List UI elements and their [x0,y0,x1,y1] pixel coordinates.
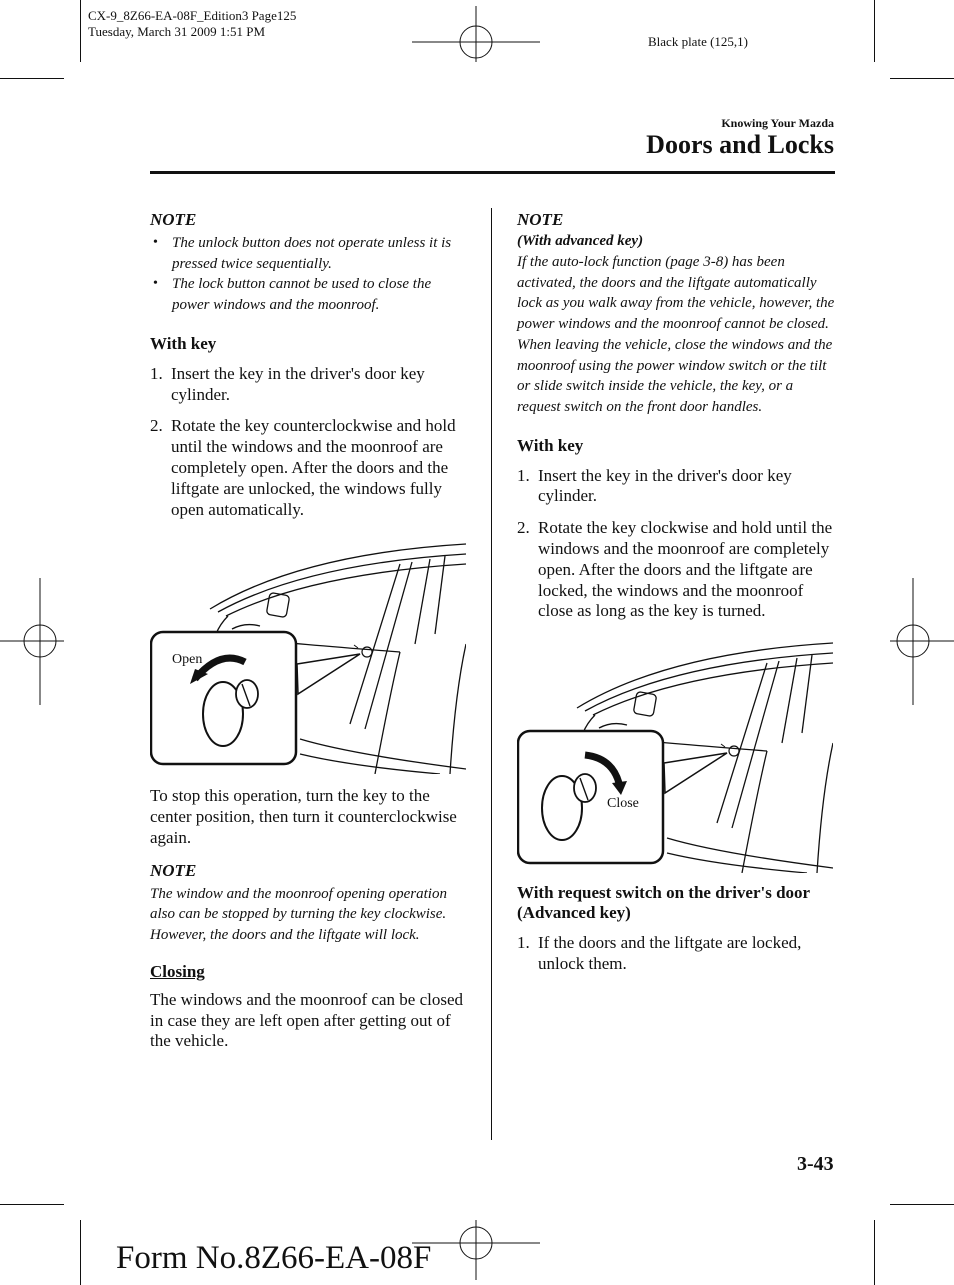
note-heading: NOTE [150,860,197,880]
note-block [150,210,468,316]
left-column [150,210,468,1052]
car-door-illustration [517,633,833,873]
closing-heading: Closing [150,961,205,981]
stop-operation-text: To stop this operation, turn the key to the center position, then turn it counterclockwise again. [150,786,457,847]
step-item [150,364,468,406]
step-text: Rotate the key clockwise and hold until the windows and the moonroof are completely open. After the doors and the liftgate are locked, the windows and the moonroof close as long as the key is turned. [538,518,833,621]
close-key-figure [517,633,833,873]
note-bullet: • The lock button cannot be used to close the power windows and the moonroof. [150,274,468,315]
figure-label-close: Close [607,796,639,812]
note-block-2 [150,861,468,946]
note-heading: NOTE [150,210,197,229]
request-switch-steps [517,933,835,975]
open-key-figure [150,534,466,774]
section-label: Knowing Your Mazda [721,116,834,130]
with-key-heading: With key [150,333,217,353]
note-block [517,210,835,418]
step-item [517,466,835,508]
step-text: Rotate the key counterclockwise and hold until the windows and the moonroof are completely open. After the doors and the liftgate are unlocked, the windows fully open automatically. [171,416,456,519]
print-header-line2: Tuesday, March 31 2009 1:51 PM [88,24,266,39]
with-key-steps [517,466,835,623]
step-item [517,518,835,622]
step-number: 1. [517,933,530,953]
request-switch-heading: With request switch on the driver's door (Advanced key) [517,883,810,923]
figure-label-open: Open [172,652,203,668]
note-subheading: (With advanced key) [517,233,644,249]
plate-label: Black plate (125,1) [648,34,748,49]
step-text: Insert the key in the driver's door key cylinder. [171,363,425,404]
note-text: If the auto-lock function (page 3-8) has been activated, the doors and the liftgate automatically lock as you walk away from the vehicle, however, the power windows and the moonroof cannot be closed. When leaving the vehicle, close the windows and the moonroof using the power window switch or the tilt or slide switch inside the vehicle, the key, or a request switch on the front door handles. [517,254,835,415]
step-text: Insert the key in the driver's door key cylinder. [538,465,792,506]
note-text: The window and the moonroof opening operation also can be stopped by turning the key clockwise. However, the doors and the liftgate will lock. [150,885,447,944]
step-number: 1. [150,363,163,383]
step-number: 1. [517,465,530,485]
note-bullet: • The unlock button does not operate unless it is pressed twice sequentially. [150,233,468,274]
step-text: If the doors and the liftgate are locked, unlock them. [538,933,802,973]
header-rule [150,171,835,174]
right-column [517,210,835,986]
column-divider [491,208,492,1140]
note-heading: NOTE [517,210,564,229]
with-key-heading: With key [517,435,584,455]
form-number: Form No.8Z66-EA-08F [116,1240,432,1276]
print-header-line1: CX-9_8Z66-EA-08F_Edition3 Page125 [88,8,297,23]
step-item [150,416,468,520]
closing-text: The windows and the moonroof can be closed in case they are left open after getting out of the vehicle. [150,989,463,1051]
page-number: 3-43 [797,1153,834,1175]
note-bullet-list [150,233,468,316]
step-number: 2. [517,518,530,538]
page-title: Doors and Locks [646,130,834,159]
step-number: 2. [150,416,163,436]
with-key-steps [150,364,468,521]
print-header [88,8,296,40]
step-item [517,933,835,975]
